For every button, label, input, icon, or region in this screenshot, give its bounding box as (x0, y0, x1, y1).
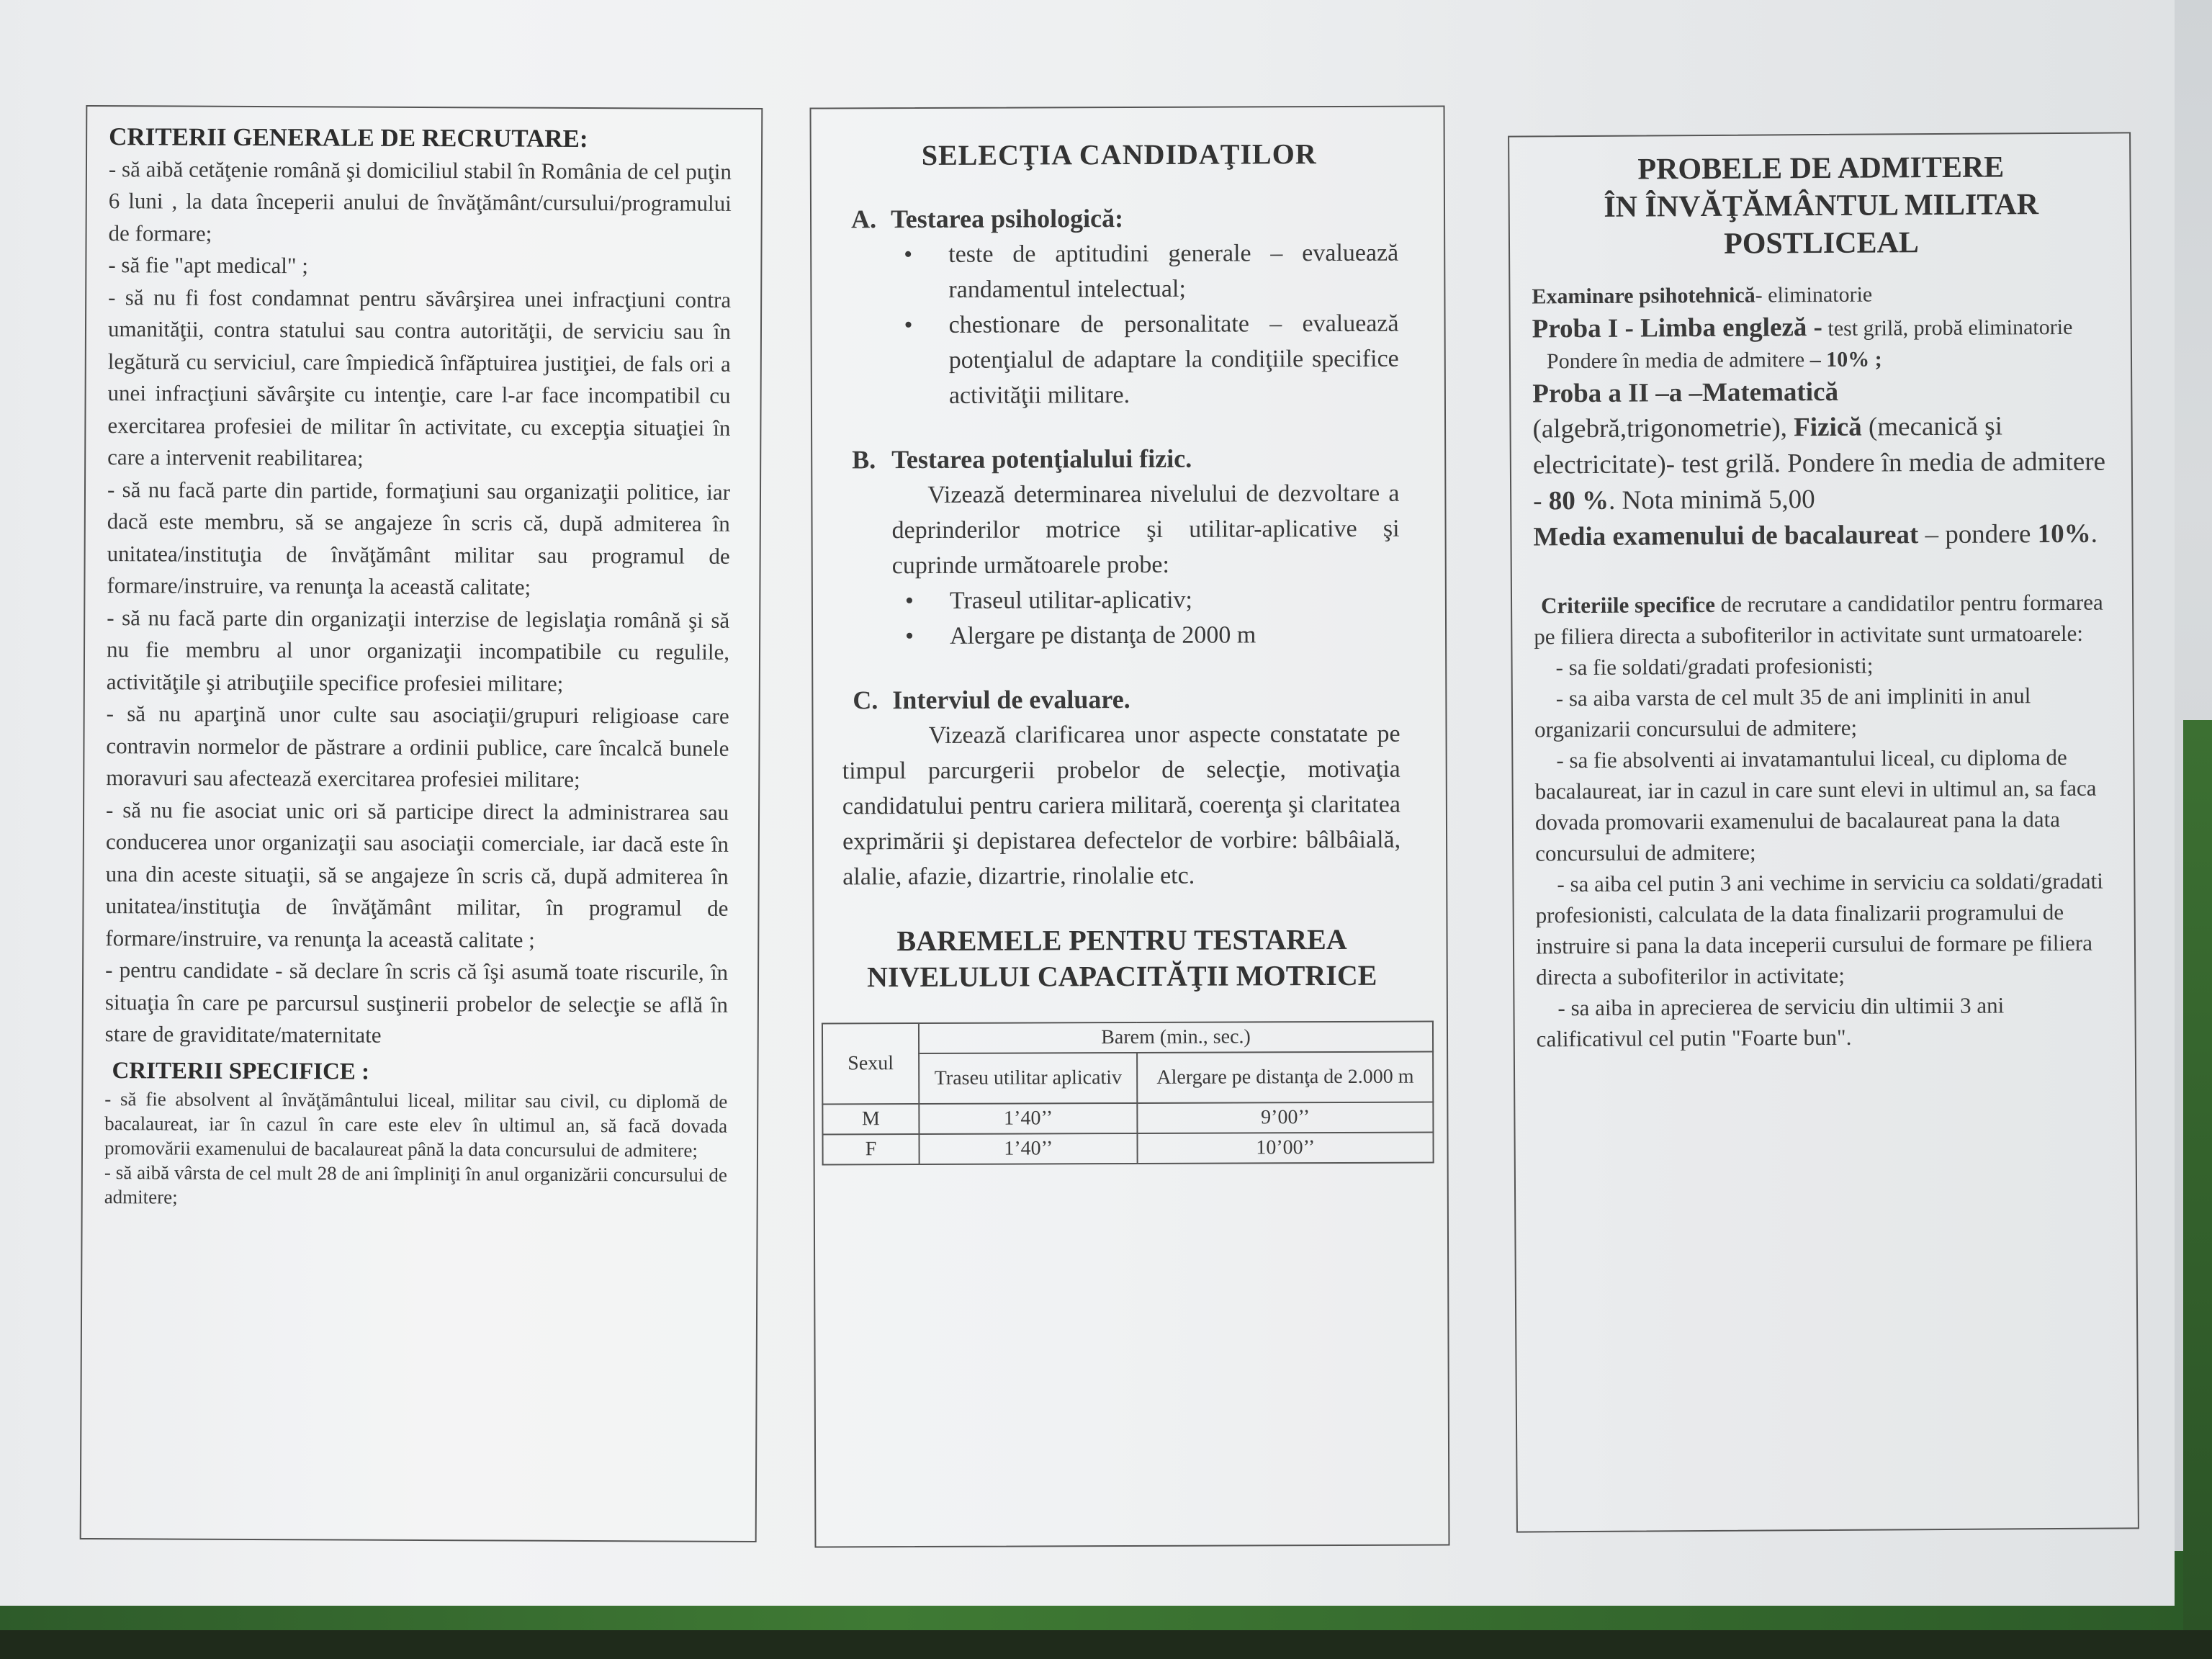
admission-title-line: ÎN ÎNVĂŢĂMÂNTUL MILITAR (1604, 188, 2039, 224)
proba2-percent: 80 % (1548, 485, 1609, 516)
baremes-title (842, 922, 1401, 996)
green-background-edge (2183, 720, 2212, 1659)
dark-floor (0, 1630, 2212, 1659)
criteria-item: - să nu facă parte din partide, formaţiuni sau organizaţii politice, iar dacă este membru, să se angajeze în scris că, după admiterea în unitatea/instituţia de învăţământ militar sau programul de formare/instruire, va renunţa la această calitate; (107, 476, 731, 600)
admission-text (1531, 148, 2116, 1055)
section-c-text: Vizează clarificarea unor aspecte constatate pe timpul parcurgerii probelor de selecţie, motivaţia candidatului pentru cariera militară, coerenţa şi claritatea exprimării şi depistarea defectelor de vorbire: bâlbâială, alalie, afazie, dizartrie, rinolalie etc. (842, 720, 1401, 891)
baremes-title-line: BAREMELE PENTRU TESTAREA (896, 922, 1347, 958)
specific-criteria-item: - să fie absolvent al învăţământului liceal, militar sau civil, cu diplomă de bacalaureat, iar în cazul în care este elev în ultimul an, să facă dovada promovării examenului de bacalaureat până la data concursului de admitere; (104, 1088, 728, 1161)
criteria-item: - să aibă cetăţenie română şi domiciliul stabil în România de cel puţin 6 luni , la data începerii anului de învăţământ/cursului/programului de formare; (108, 156, 732, 246)
list-item: • chestionare de personalitate – evaluează potenţialul de adaptare la condiţiile specifice activităţii militare. (948, 306, 1399, 413)
psych-exam-line (1532, 279, 2111, 312)
panel-admission-tests (1508, 132, 2139, 1532)
section-b-list (842, 582, 1400, 655)
specific-criteria-item: - să aibă vârsta de cel mult 28 de ani împliniţi în anul organizării concursului de admitere; (104, 1161, 727, 1208)
proba1-label: Proba I - Limba engleză - (1532, 312, 1823, 344)
section-a-list (840, 235, 1399, 414)
section-b-heading (852, 441, 1399, 478)
specific-item: - sa fie soldati/gradati profesionisti; (1555, 652, 1874, 680)
table-cell: 1’40’’ (919, 1103, 1138, 1134)
specific-criteria-intro (1534, 587, 2114, 652)
specific-item: - sa aiba varsta de cel mult 35 de ani impliniti in anul organizarii concursului de admitere; (1534, 683, 2031, 742)
criteria-item: - să nu aparţină unor culte sau asociaţii/grupuri religioase care contravin normelor de păstrare a ordinii publice, care încalcă bunele moravuri sau afectează exercitarea profesiei militare; (106, 701, 729, 792)
list-item: • teste de aptitudini generale – evaluează randamentul intelectual; (948, 235, 1398, 307)
general-criteria-heading: CRITERII GENERALE DE RECRUTARE: (109, 122, 588, 153)
criteria-item: - să nu fie asociat unic ori să participe direct la administrarea sau conducerea unor organizaţii sau asociaţii comerciale, iar dacă este în una din aceste situaţii, să se angajeze în scris că, după admiterea în unitatea/instituţia de învăţământ militar, în programul de formare/instruire, va renunţa la această calitate ; (105, 796, 729, 953)
psych-exam-rest: - eliminatorie (1755, 282, 1873, 307)
proba2-text2: (mecanică şi electricitate)- test grilă. Pondere în media de admitere - (1532, 411, 2106, 516)
list-item: • Traseul utilitar-aplicativ; (950, 582, 1400, 619)
media-percent: 10% (2037, 518, 2091, 549)
media-rest: – pondere (1925, 519, 2031, 550)
section-c-heading (853, 681, 1400, 719)
section-a-number: A. (850, 204, 877, 234)
proba1-weight-label: Pondere în media de admitere (1546, 348, 1805, 374)
proba1-weight-value: – 10% ; (1809, 347, 1882, 372)
section-b-text: Vizează determinarea nivelului de dezvoltare a deprinderilor motrice şi utilitar-aplicative şi cuprinde următoarele probe: (891, 480, 1400, 580)
specific-criteria-rest: de recrutare a candidatilor pentru formarea pe filiera directa a subofiterilor in activitate sunt urmatoarele: (1534, 589, 2103, 649)
criteria-item: - să nu fi fost condamnat pentru săvârşirea unei infracţiuni contra umanităţii, contra statului sau contra autorităţii, de serviciu sau în legătură cu serviciul, care împiedică înfăptuirea justiţiei, de fals ori a unei infracţiuni săvârşite cu intenţie, care l-ar face incompatibil cu exercitarea profesiei de militar în activitate, cu excepţia situaţiei în care a intervenit reabilitarea; (107, 284, 732, 471)
proba1-rest: test grilă, probă eliminatorie (1822, 315, 2073, 341)
section-b-number: B. (852, 445, 876, 475)
proba2-nota: . Nota minimă 5,00 (1608, 485, 1815, 516)
table-row (822, 1102, 1433, 1135)
specific-criteria-heading: CRITERII SPECIFICE : (112, 1057, 370, 1085)
header-cell-barem: Barem (min., sec.) (919, 1022, 1433, 1053)
section-c-number: C. (853, 685, 878, 715)
header-cell-alergare: Alergare pe distanţa de 2.000 m (1137, 1052, 1433, 1103)
criteria-item: - pentru candidate - să declare în scris că îşi asumă toate riscurile, în situaţia în care pe parcursul susţinerii probelor de selecţie se află în stare de graviditate/maternitate (104, 957, 729, 1048)
selection-title: SELECŢIA CANDIDAŢILOR (921, 138, 1317, 172)
section-a-title: Testarea psihologică: (890, 204, 1124, 234)
proba2-text1: (algebră,trigonometrie), (1532, 413, 1788, 444)
media-label: Media examenului de bacalaureat (1533, 520, 1919, 552)
table-row (822, 1133, 1433, 1165)
selection-text (840, 136, 1414, 1166)
criteria-item: - să nu facă parte din organizaţii interzise de legislaţia română şi să nu fie membru al unor organizaţii incompatibile cu regulile, activităţile şi atribuţiile specifice profesiei militare; (106, 604, 730, 696)
header-cell-sex: Sexul (822, 1023, 919, 1104)
proba2-text (1532, 408, 2113, 520)
table-header-row (822, 1022, 1433, 1054)
admission-title-line: POSTLICEAL (1723, 226, 1920, 261)
table-cell: 1’40’’ (919, 1133, 1138, 1164)
list-item: • Alergare pe distanţa de 2000 m (950, 617, 1400, 654)
general-criteria-text (104, 121, 732, 1212)
baremes-table (822, 1021, 1434, 1166)
specific-item: - sa fie absolventi ai invatamantului liceal, cu diploma de bacalaureat, iar in cazul in care sunt elevi in ultimul an, sa faca dovada promovarii examenului de bacalaureat pana la data concursului de admitere; (1534, 744, 2097, 866)
table-cell: M (822, 1104, 919, 1134)
specific-item: - sa aiba cel putin 3 ani vechime in serviciu ca soldati/gradati profesionisti, calculata de la data finalizarii programului de instruire si pana la data inceperii cursului de formare pe filiera directa a subofiterilor in activitate; (1535, 868, 2103, 990)
header-cell-traseu: Traseu utilitar aplicativ (919, 1053, 1138, 1104)
section-c-title: Interviul de evaluare. (892, 684, 1130, 715)
panel-candidate-selection (810, 105, 1450, 1547)
media-end: . (2090, 518, 2098, 549)
panel-general-criteria (80, 105, 763, 1542)
media-line (1533, 516, 2113, 556)
specific-item: - sa aiba in aprecierea de serviciu din ultimii 3 ani calificativul cel putin "Foarte bun". (1536, 992, 2005, 1052)
admission-title (1531, 148, 2111, 264)
proba2-label: Proba a II –a –Matematică (1532, 377, 1839, 409)
criteria-item: - să fie "apt medical" ; (108, 252, 308, 279)
table-cell: 10’00’’ (1138, 1133, 1434, 1164)
specific-criteria-label: Criteriile specifice (1540, 591, 1716, 619)
section-b-title: Testarea potenţialului fizic. (891, 444, 1192, 475)
proba1-line (1532, 308, 2112, 348)
psych-exam-label: Examinare psihotehnică (1532, 283, 1755, 309)
admission-title-line: PROBELE DE ADMITERE (1637, 150, 2005, 186)
section-a-heading (851, 200, 1398, 238)
table-cell: 9’00’’ (1138, 1102, 1434, 1133)
proba2-fizica: Fizică (1794, 412, 1862, 443)
table-cell: F (822, 1134, 919, 1164)
baremes-title-line: NIVELULUI CAPACITĂŢII MOTRICE (867, 958, 1377, 994)
proba1-weight-line (1547, 344, 2112, 377)
